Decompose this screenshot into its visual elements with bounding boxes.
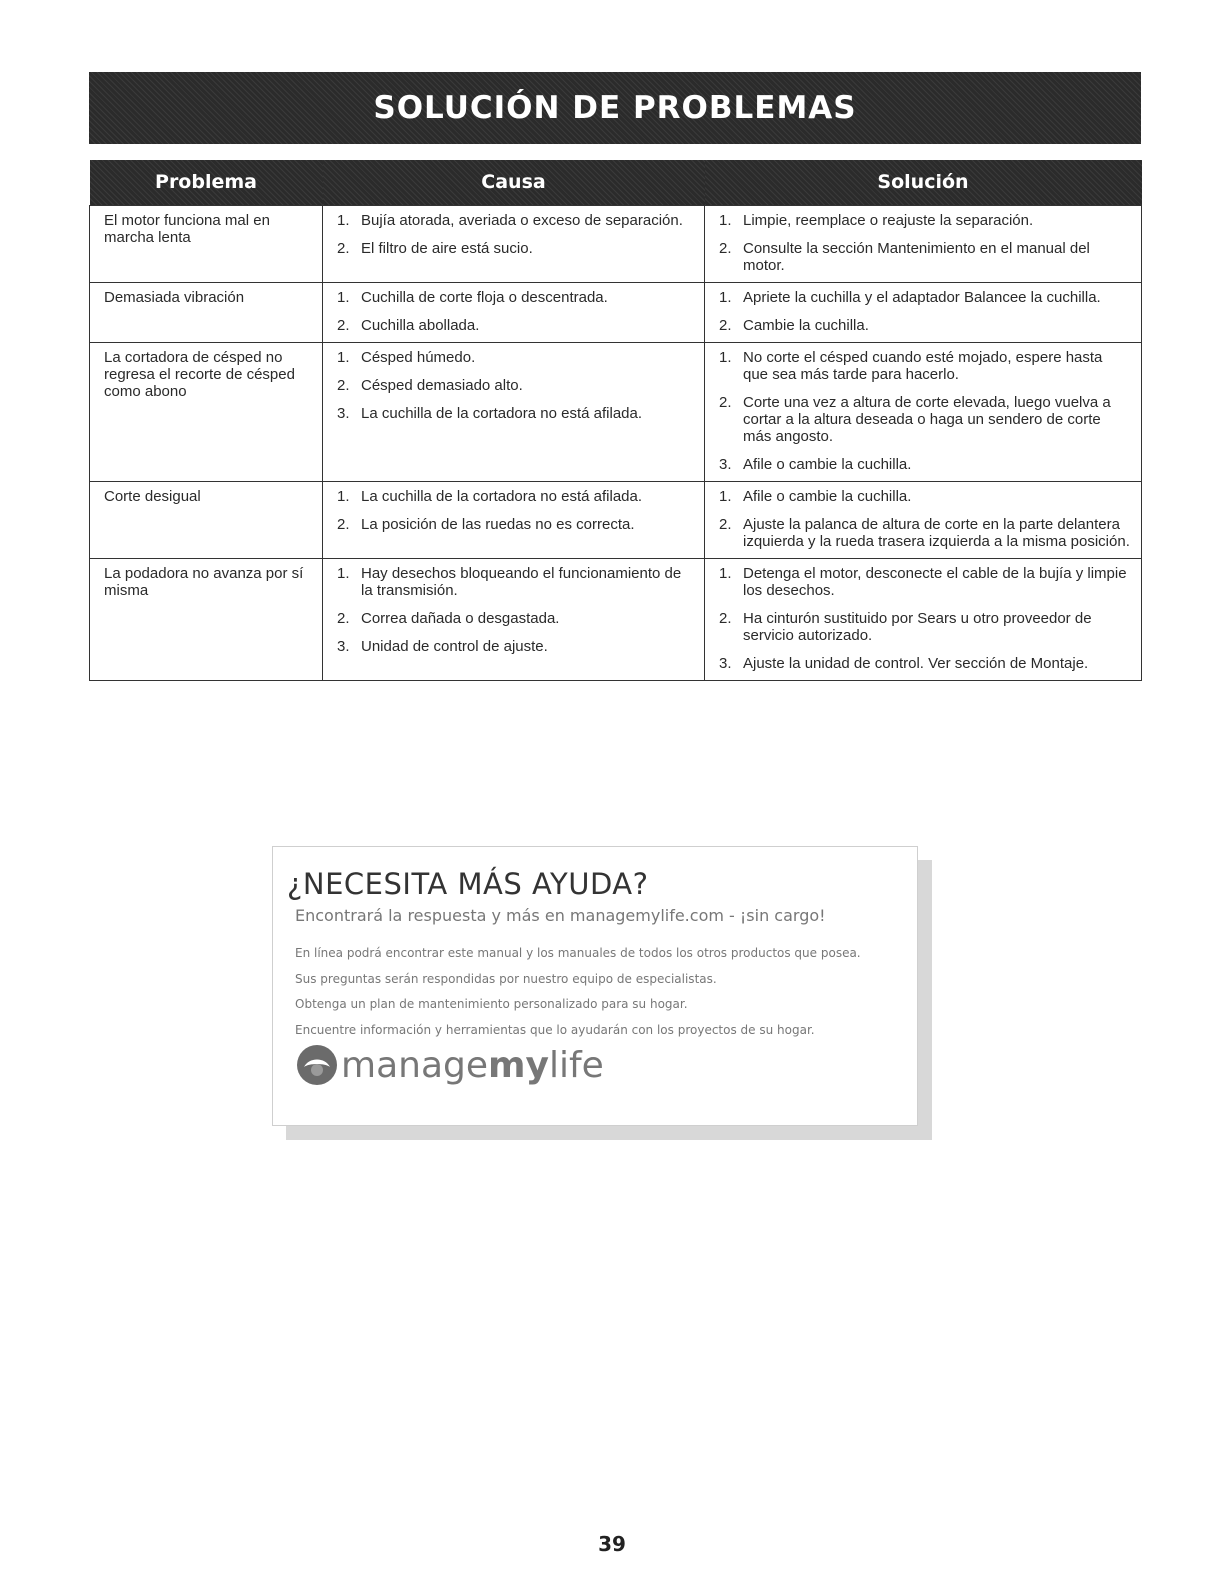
table-row — [90, 559, 1142, 681]
item-text: Césped húmedo. — [361, 349, 476, 366]
item-number: 2. — [337, 240, 350, 257]
cause-item — [337, 638, 694, 655]
item-number: 2. — [337, 516, 350, 533]
cause-cell — [323, 559, 705, 681]
solution-item — [719, 289, 1131, 306]
help-line: Obtenga un plan de mantenimiento personalizado para su hogar. — [295, 997, 688, 1011]
cause-item — [337, 240, 694, 257]
solution-item — [719, 317, 1131, 334]
item-number: 2. — [719, 610, 732, 627]
item-text: Cuchilla abollada. — [361, 317, 480, 334]
item-text: Cuchilla de corte floja o descentrada. — [361, 289, 608, 306]
table-row — [90, 482, 1142, 559]
item-number: 1. — [719, 488, 732, 505]
cause-item — [337, 488, 694, 505]
cause-item — [337, 317, 694, 334]
table-row — [90, 206, 1142, 283]
problem-cell: El motor funciona mal en marcha lenta — [90, 206, 323, 283]
solution-cell — [705, 206, 1142, 283]
problem-cell: La cortadora de césped no regresa el recorte de césped como abono — [90, 343, 323, 482]
problem-cell: La podadora no avanza por sí misma — [90, 559, 323, 681]
solution-list — [719, 212, 1131, 274]
title-banner — [89, 72, 1141, 144]
item-number: 1. — [719, 212, 732, 229]
solution-cell — [705, 283, 1142, 343]
cause-cell — [323, 482, 705, 559]
solution-item — [719, 565, 1131, 599]
solution-list — [719, 349, 1131, 473]
solution-item — [719, 610, 1131, 644]
item-number: 1. — [337, 289, 350, 306]
help-line: En línea podrá encontrar este manual y los manuales de todos los otros productos que posea. — [295, 946, 861, 960]
item-number: 1. — [337, 488, 350, 505]
item-number: 3. — [719, 456, 732, 473]
item-text: Cambie la cuchilla. — [743, 317, 869, 334]
item-number: 2. — [719, 240, 732, 257]
table-header-row — [90, 160, 1142, 206]
item-text: Ajuste la unidad de control. Ver sección de Montaje. — [743, 655, 1089, 672]
solution-item — [719, 212, 1131, 229]
item-text: Afile o cambie la cuchilla. — [743, 488, 912, 505]
item-number: 3. — [719, 655, 732, 672]
item-number: 2. — [719, 394, 732, 411]
item-number: 2. — [719, 317, 732, 334]
cause-item — [337, 610, 694, 627]
solution-list — [719, 488, 1131, 550]
item-text: Detenga el motor, desconecte el cable de la bujía y limpie los desechos. — [743, 565, 1127, 599]
item-text: Césped demasiado alto. — [361, 377, 523, 394]
item-number: 1. — [719, 349, 732, 366]
cause-list — [337, 212, 694, 257]
item-number: 1. — [337, 349, 350, 366]
item-number: 2. — [337, 377, 350, 394]
item-number: 1. — [337, 565, 350, 582]
solution-item — [719, 240, 1131, 274]
help-title: ¿NECESITA MÁS AYUDA? — [287, 867, 649, 901]
cause-item — [337, 565, 694, 599]
cause-cell — [323, 283, 705, 343]
item-text: La cuchilla de la cortadora no está afilada. — [361, 405, 643, 422]
item-text: Corte una vez a altura de corte elevada, luego vuelva a cortar a la altura deseada o haga un sendero de corte más angosto. — [743, 394, 1111, 445]
help-box — [272, 846, 918, 1126]
cause-list — [337, 488, 694, 533]
item-text: Limpie, reemplace o reajuste la separación. — [743, 212, 1034, 229]
managemylife-logo-icon — [295, 1043, 339, 1087]
item-text: Apriete la cuchilla y el adaptador Balancee la cuchilla. — [743, 289, 1101, 306]
solution-item — [719, 488, 1131, 505]
logo-wordmark: managemylife — [341, 1044, 604, 1086]
problem-cell: Demasiada vibración — [90, 283, 323, 343]
item-text: Ajuste la palanca de altura de corte en la parte delantera izquierda y la rueda trasera izquierda a la misma posición. — [743, 516, 1130, 550]
table-row — [90, 283, 1142, 343]
solution-item — [719, 655, 1131, 672]
item-text: Ha cinturón sustituido por Sears u otro proveedor de servicio autorizado. — [743, 610, 1092, 644]
cause-list — [337, 565, 694, 655]
solution-list — [719, 289, 1131, 334]
cause-item — [337, 516, 694, 533]
cause-item — [337, 212, 694, 229]
column-header-cause: Causa — [323, 160, 705, 206]
item-number: 2. — [337, 317, 350, 334]
cause-cell — [323, 343, 705, 482]
item-text: Bujía atorada, averiada o exceso de separación. — [361, 212, 683, 229]
item-number: 2. — [337, 610, 350, 627]
page-title: SOLUCIÓN DE PROBLEMAS — [373, 90, 857, 126]
item-text: Correa dañada o desgastada. — [361, 610, 560, 627]
managemylife-logo — [295, 1043, 604, 1087]
item-text: No corte el césped cuando esté mojado, espere hasta que sea más tarde para hacerlo. — [743, 349, 1103, 383]
item-number: 3. — [337, 405, 350, 422]
solution-list — [719, 565, 1131, 672]
solution-cell — [705, 482, 1142, 559]
item-number: 2. — [719, 516, 732, 533]
troubleshooting-table — [89, 160, 1142, 681]
item-text: Consulte la sección Mantenimiento en el manual del motor. — [743, 240, 1090, 274]
solution-item — [719, 456, 1131, 473]
item-number: 3. — [337, 638, 350, 655]
problem-cell: Corte desigual — [90, 482, 323, 559]
page-number: 39 — [598, 1532, 626, 1556]
help-line: Encuentre información y herramientas que lo ayudarán con los proyectos de su hogar. — [295, 1022, 815, 1037]
cause-item — [337, 349, 694, 366]
help-line: Sus preguntas serán respondidas por nuestro equipo de especialistas. — [295, 971, 717, 986]
cause-item — [337, 289, 694, 306]
cause-cell — [323, 206, 705, 283]
item-text: El filtro de aire está sucio. — [361, 240, 533, 257]
cause-list — [337, 289, 694, 334]
solution-item — [719, 516, 1131, 550]
item-number: 1. — [719, 565, 732, 582]
item-number: 1. — [337, 212, 350, 229]
table-row — [90, 343, 1142, 482]
item-text: La posición de las ruedas no es correcta. — [361, 516, 635, 533]
column-header-solution: Solución — [705, 160, 1142, 206]
item-text: Afile o cambie la cuchilla. — [743, 456, 912, 473]
help-lines — [295, 941, 861, 1043]
item-text: Hay desechos bloqueando el funcionamiento de la transmisión. — [361, 565, 682, 599]
item-number: 1. — [719, 289, 732, 306]
item-text: Unidad de control de ajuste. — [361, 638, 548, 655]
cause-list — [337, 349, 694, 422]
cause-item — [337, 405, 694, 422]
solution-cell — [705, 559, 1142, 681]
cause-item — [337, 377, 694, 394]
item-text: La cuchilla de la cortadora no está afilada. — [361, 488, 643, 505]
solution-item — [719, 394, 1131, 445]
solution-cell — [705, 343, 1142, 482]
column-header-problem: Problema — [90, 160, 323, 206]
help-subtitle: Encontrará la respuesta y más en managemylife.com - ¡sin cargo! — [295, 906, 826, 925]
solution-item — [719, 349, 1131, 383]
